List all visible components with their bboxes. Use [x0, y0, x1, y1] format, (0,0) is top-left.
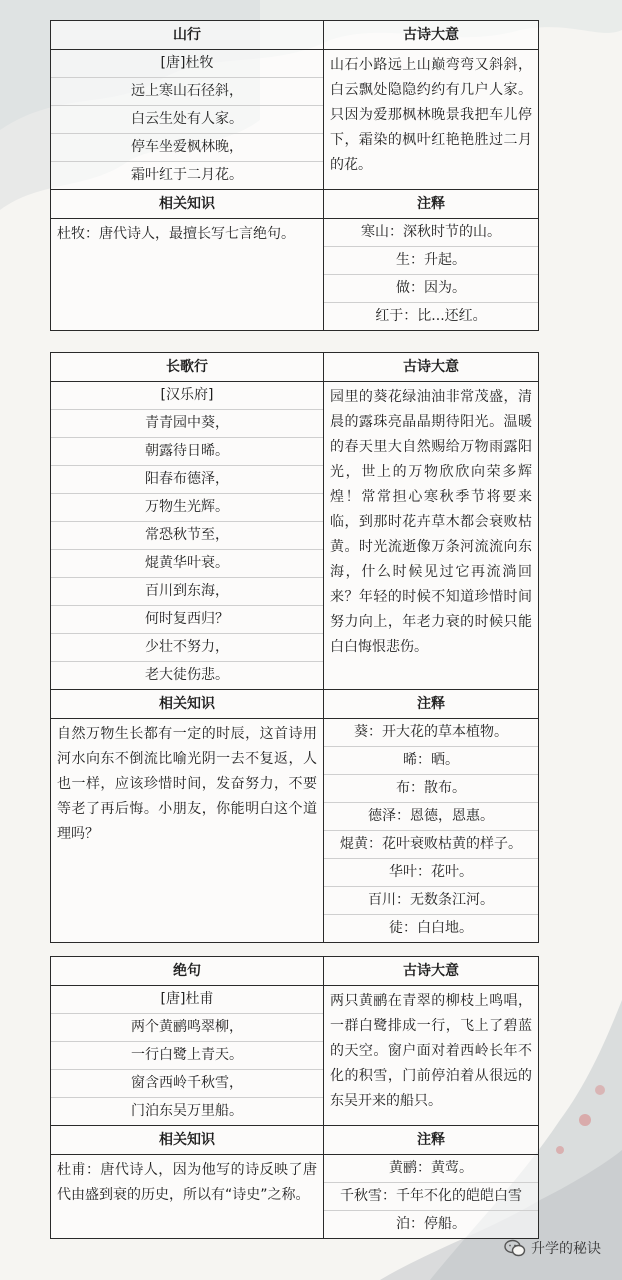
note-item: 寒山：深秋时节的山。	[324, 219, 538, 247]
note-item: 布：散布。	[324, 775, 538, 803]
poem-line: 门泊东吴万里船。	[131, 1103, 243, 1119]
note-item: 徒：白白地。	[389, 920, 473, 936]
poem-table-changgexing	[50, 352, 539, 943]
note-item: 葵：开大花的草本植物。	[324, 719, 538, 747]
poem-meaning: 山石小路远上山巅弯弯又斜斜，白云飘处隐隐约约有几户人家。只因为爱那枫林晚景我把车儿停下，霜染的枫叶红艳艳胜过二月的花。	[330, 57, 532, 173]
poem-meaning: 园里的葵花绿油油非常茂盛，清晨的露珠亮晶晶期待阳光。温暖的春天里大自然赐给万物雨露阳光，世上的万物欣欣向荣多辉煌！常常担心寒秋季节将要来临，到那时花卉草木都会衰败枯黄。时光流逝像万条河流流向东海，什么时候见过它再流淌回来？年轻的时候不知道珍惜时间努力向上，年老力衰的时候只能白白悔恨悲伤。	[330, 389, 532, 655]
note-item: 华叶：花叶。	[324, 859, 538, 887]
watermark	[504, 1238, 601, 1258]
poem-meaning: 两只黄鹂在青翠的柳枝上鸣唱，一群白鹭排成一行，飞上了碧蓝的天空。窗户面对着西岭长年不化的积雪，门前停泊着从很远的东吴开来的船只。	[330, 993, 532, 1109]
poem-line: [唐]杜牧	[51, 50, 323, 78]
note-item: 千秋雪：千年不化的皑皑白雪	[324, 1183, 538, 1211]
wechat-icon	[504, 1239, 526, 1257]
watermark-text: 升学的秘诀	[531, 1241, 601, 1257]
note-item: 晞：晒。	[324, 747, 538, 775]
poem-table-shanxing	[50, 20, 539, 331]
knowledge-header: 相关知识	[51, 690, 324, 719]
poem-lines	[51, 382, 324, 690]
meaning-header: 古诗大意	[324, 21, 539, 50]
note-item: 百川：无数条江河。	[324, 887, 538, 915]
poem-lines	[51, 986, 324, 1126]
notes-cell	[324, 719, 539, 943]
poem-line: 百川到东海，	[51, 578, 323, 606]
poem-line: 两个黄鹂鸣翠柳，	[51, 1014, 323, 1042]
note-item: 泊：停船。	[396, 1216, 466, 1232]
notes-header: 注释	[324, 1126, 539, 1155]
notes-cell	[324, 219, 539, 331]
poem-line: 万物生光辉。	[51, 494, 323, 522]
poem-line: 停车坐爱枫林晚，	[51, 134, 323, 162]
notes-header: 注释	[324, 690, 539, 719]
knowledge-header: 相关知识	[51, 1126, 324, 1155]
poem-meaning-cell	[324, 50, 539, 190]
poem-line: 一行白鹭上青天。	[51, 1042, 323, 1070]
knowledge-text: 杜牧：唐代诗人，最擅长写七言绝句。	[57, 226, 295, 242]
poem-line: 窗含西岭千秋雪，	[51, 1070, 323, 1098]
knowledge-cell	[51, 1155, 324, 1239]
poem-meaning-cell	[324, 986, 539, 1126]
poem-line: 老大徒伤悲。	[145, 667, 229, 683]
poem-meaning-cell	[324, 382, 539, 690]
knowledge-text: 自然万物生长都有一定的时辰，这首诗用河水向东不倒流比喻光阴一去不复返，人也一样，应该珍惜时间，发奋努力，不要等老了再后悔。小朋友，你能明白这个道理吗？	[57, 726, 317, 842]
poem-title: 绝句	[51, 957, 324, 986]
note-item: 做：因为。	[324, 275, 538, 303]
note-item: 红于：比...还红。	[375, 308, 487, 324]
knowledge-header: 相关知识	[51, 190, 324, 219]
note-item: 黄鹂：黄莺。	[324, 1155, 538, 1183]
poem-line: [唐]杜甫	[51, 986, 323, 1014]
poem-title: 山行	[51, 21, 324, 50]
poem-line: 常恐秋节至，	[51, 522, 323, 550]
poem-line: 青青园中葵，	[51, 410, 323, 438]
poem-line: 朝露待日晞。	[51, 438, 323, 466]
knowledge-cell	[51, 719, 324, 943]
poem-line: 远上寒山石径斜，	[51, 78, 323, 106]
poem-line: 阳春布德泽，	[51, 466, 323, 494]
notes-header: 注释	[324, 190, 539, 219]
notes-cell	[324, 1155, 539, 1239]
poem-lines	[51, 50, 324, 190]
note-item: 焜黄：花叶衰败枯黄的样子。	[324, 831, 538, 859]
poem-line: 霜叶红于二月花。	[131, 167, 243, 183]
poem-line: 少壮不努力，	[51, 634, 323, 662]
poem-line: 何时复西归？	[51, 606, 323, 634]
poem-line: 焜黄华叶衰。	[51, 550, 323, 578]
poem-line: [汉乐府]	[51, 382, 323, 410]
knowledge-text: 杜甫：唐代诗人，因为他写的诗反映了唐代由盛到衰的历史，所以有“诗史”之称。	[57, 1162, 317, 1203]
note-item: 德泽：恩德，恩惠。	[324, 803, 538, 831]
meaning-header: 古诗大意	[324, 353, 539, 382]
poem-title: 长歌行	[51, 353, 324, 382]
poem-line: 白云生处有人家。	[51, 106, 323, 134]
poem-table-jueju	[50, 956, 539, 1239]
meaning-header: 古诗大意	[324, 957, 539, 986]
knowledge-cell	[51, 219, 324, 331]
note-item: 生：升起。	[324, 247, 538, 275]
